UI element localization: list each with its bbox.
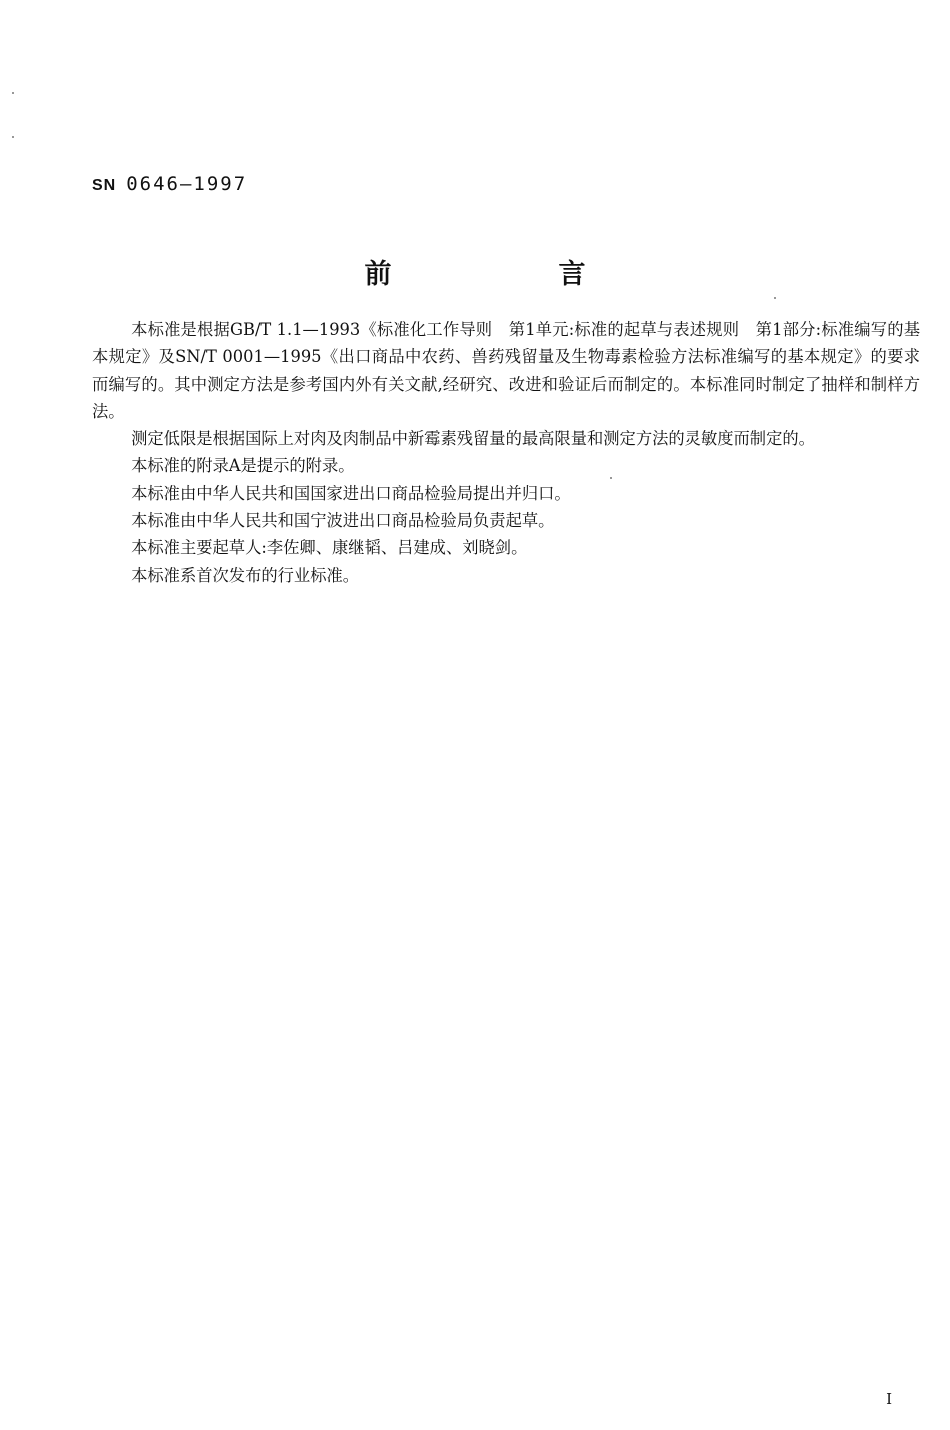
paragraph: 本标准由中华人民共和国国家进出口商品检验局提出并归口。 — [131, 483, 571, 503]
paragraph: 本标准主要起草人:李佐卿、康继韬、吕建成、刘晓剑。 — [131, 538, 528, 558]
foreword-body — [92, 316, 920, 589]
paragraph: 本标准由中华人民共和国宁波进出口商品检验局负责起草。 — [131, 511, 555, 531]
paragraph: 本标准系首次发布的行业标准。 — [131, 565, 360, 585]
scan-speck — [774, 297, 776, 299]
page-title: 前 言 — [364, 259, 656, 290]
scan-speck — [12, 92, 14, 94]
page-number: I — [886, 1390, 892, 1408]
standard-number: 0646—1997 — [126, 173, 248, 195]
paragraph: 测定低限是根据国际上对肉及肉制品中新霉素残留量的最高限量和测定方法的灵敏度而制定的。 — [131, 429, 815, 449]
paragraph: 本标准的附录A是提示的附录。 — [131, 456, 355, 476]
paragraph: 本标准是根据GB/T 1.1—1993《标准化工作导则 第1单元:标准的起草与表述规则 第1部分:标准编写的基本规定》及SN/T 0001—1995《出口商品中农药、兽药残留量及生物毒素检验方法标准编写的基本规定》的要求而编写的。其中测定方法是参考国内外有关文献,经研究、改进和验证后而制定的。本标准同时制定了抽样和制样方法。 — [92, 320, 920, 421]
standard-code — [92, 173, 247, 195]
standard-prefix: SN — [92, 177, 117, 194]
scan-speck — [12, 136, 14, 138]
